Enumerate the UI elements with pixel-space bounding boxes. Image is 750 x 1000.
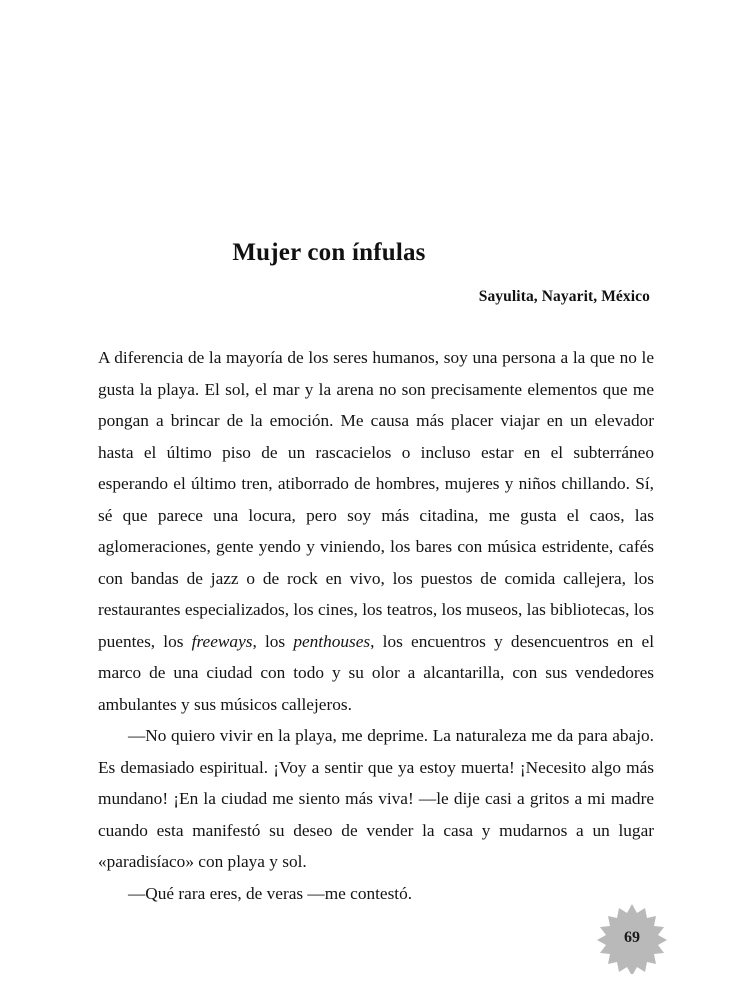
italic-term: freeways <box>191 631 253 651</box>
body-text <box>98 342 654 909</box>
chapter-location-subtitle: Sayulita, Nayarit, México <box>478 288 650 305</box>
page-number: 69 <box>624 929 640 946</box>
page-title: Mujer con ínfulas <box>232 238 426 266</box>
page-folio <box>596 902 668 974</box>
italic-term: penthouses <box>293 631 371 651</box>
body-paragraph: A diferencia de la mayoría de los seres humanos, soy una persona a la que no le gusta la playa. El sol, el mar y la arena no son precisamente elementos que me pongan a brincar de la emoción. Me causa más placer viajar en un elevador hasta el último piso de un rascacielos o incluso estar en el subterráneo esperando el último tren, atiborrado de hombres, mujeres y niños chillando. Sí, sé que parece una locura, pero soy más citadina, me gusta el caos, las aglomeraciones, gente yendo y viniendo, los bares con música estridente, cafés con bandas de jazz o de rock en vivo, los puestos de comida callejera, los restaurantes especializados, los cines, los teatros, los museos, las bibliotecas, los puentes, los freeways, los penthouses, los encuentros y desencuentros en el marco de una ciudad con todo y su olor a alcantarilla, con sus vendedores ambulantes y sus músicos callejeros. <box>98 348 654 714</box>
body-paragraph: —Qué rara eres, de veras —me contestó. <box>128 883 413 903</box>
body-paragraph: —No quiero vivir en la playa, me deprime. La naturaleza me da para abajo. Es demasiado espiritual. ¡Voy a sentir que ya estoy muerta! ¡Necesito algo más mundano! ¡En la ciudad me siento más viva! —le dije casi a gritos a mi madre cuando esta manifestó su deseo de vender la casa y mudarnos a un lugar «paradisíaco» con playa y sol. <box>98 726 654 871</box>
